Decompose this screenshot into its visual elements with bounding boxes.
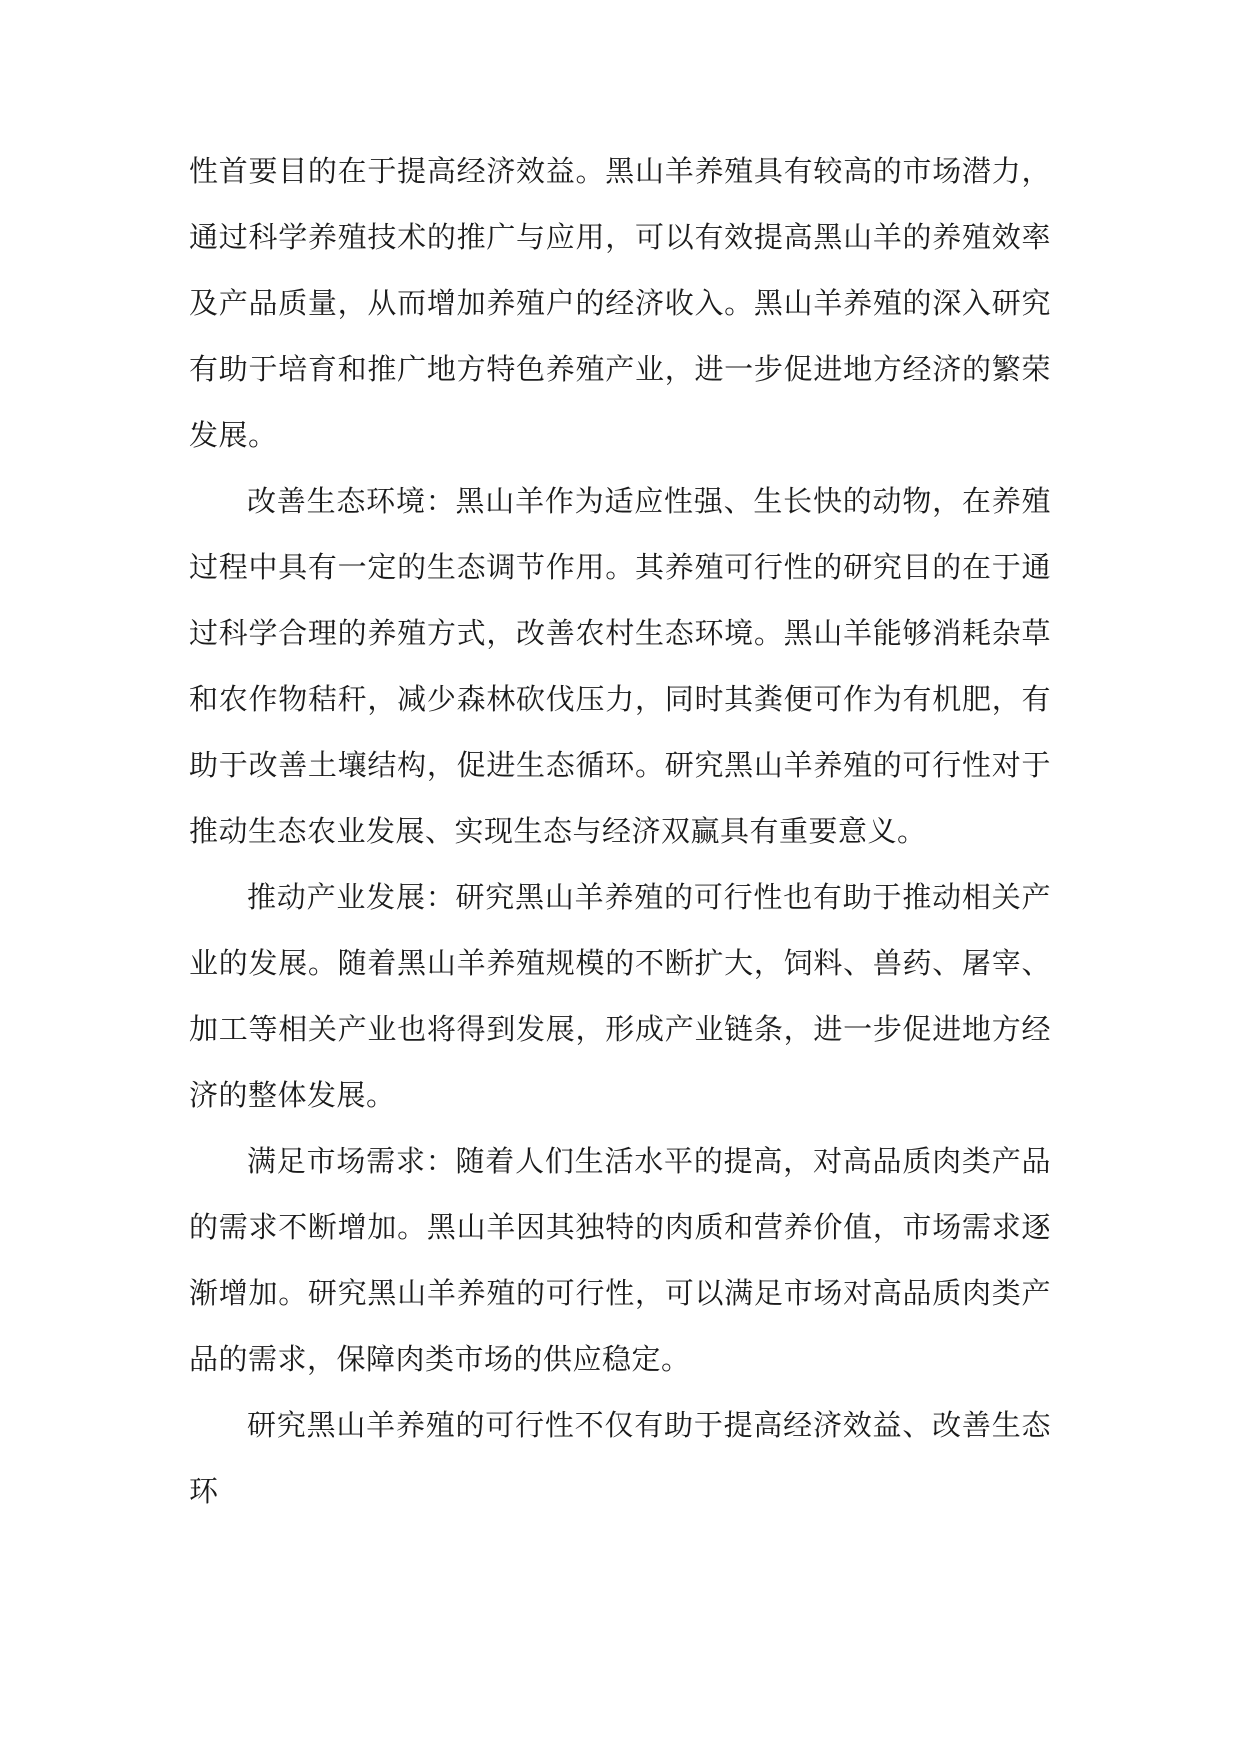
paragraph-economic-benefit: 性首要目的在于提高经济效益。黑山羊养殖具有较高的市场潜力，通过科学养殖技术的推广与应用，可以有效提高黑山羊的养殖效率及产品质量，从而增加养殖户的经济收入。黑山羊养殖的深入研究有助于培育和推广地方特色养殖产业，进一步促进地方经济的繁荣发展。	[189, 154, 1051, 452]
document-page	[189, 138, 1051, 1524]
paragraph-ecological-environment: 改善生态环境：黑山羊作为适应性强、生长快的动物，在养殖过程中具有一定的生态调节作用。其养殖可行性的研究目的在于通过科学合理的养殖方式，改善农村生态环境。黑山羊能够消耗杂草和农作物秸秆，减少森林砍伐压力，同时其粪便可作为有机肥，有助于改善土壤结构，促进生态循环。研究黑山羊养殖的可行性对于推动生态农业发展、实现生态与经济双赢具有重要意义。	[189, 484, 1051, 848]
paragraph-summary: 研究黑山羊养殖的可行性不仅有助于提高经济效益、改善生态环	[189, 1408, 1051, 1508]
paragraph-market-demand: 满足市场需求：随着人们生活水平的提高，对高品质肉类产品的需求不断增加。黑山羊因其独特的肉质和营养价值，市场需求逐渐增加。研究黑山羊养殖的可行性，可以满足市场对高品质肉类产品的需求，保障肉类市场的供应稳定。	[189, 1144, 1051, 1376]
paragraph-industry-development: 推动产业发展：研究黑山羊养殖的可行性也有助于推动相关产业的发展。随着黑山羊养殖规模的不断扩大，饲料、兽药、屠宰、加工等相关产业也将得到发展，形成产业链条，进一步促进地方经济的整体发展。	[189, 880, 1051, 1112]
